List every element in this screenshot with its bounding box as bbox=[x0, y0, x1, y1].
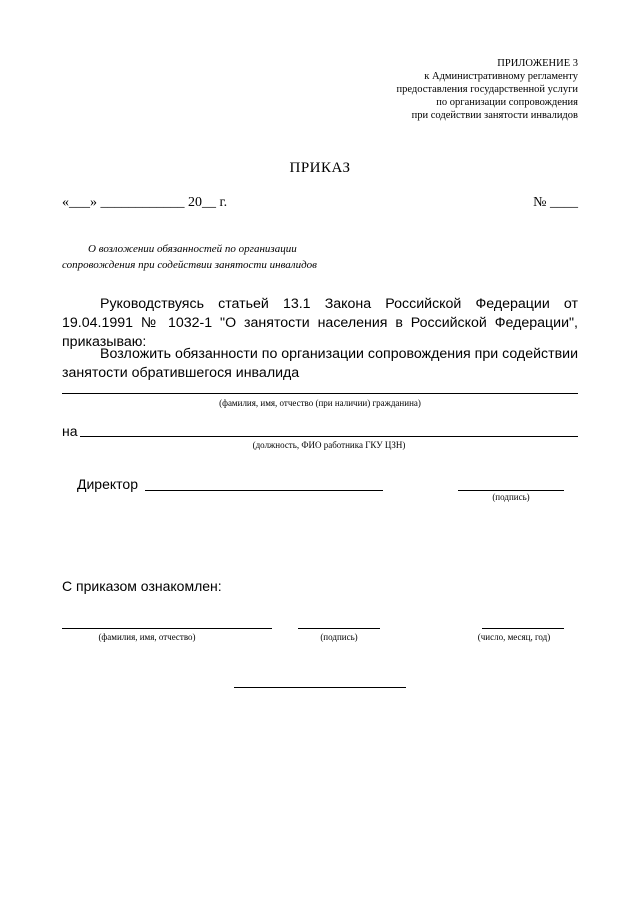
director-line bbox=[145, 490, 383, 491]
ack-date-line bbox=[482, 628, 564, 629]
ack-signature-line bbox=[298, 628, 380, 629]
paragraph-basis: Руководствуясь статьей 13.1 Закона Российской Федерации от 19.04.1991 № 1032-1 "О занятости населения в Российской Федерации", приказываю: bbox=[62, 296, 578, 350]
citizen-name-line bbox=[62, 393, 578, 394]
document-title: ПРИКАЗ bbox=[289, 160, 351, 176]
appendix-header bbox=[397, 57, 578, 122]
employee-line bbox=[80, 436, 578, 437]
director-label: Директор bbox=[77, 476, 138, 492]
date-line: «___» ____________ 20__ г. bbox=[62, 195, 228, 210]
ack-fio-line bbox=[62, 628, 272, 629]
appendix-line: по организации сопровождения bbox=[436, 97, 578, 108]
director-signature-line bbox=[458, 490, 564, 491]
on-label: на bbox=[62, 423, 78, 439]
order-subject bbox=[62, 241, 317, 273]
caption-employee: (должность, ФИО работника ГКУ ЦЗН) bbox=[252, 440, 406, 450]
appendix-line: предоставления государственной услуги bbox=[396, 84, 578, 95]
caption-signature: (подпись) bbox=[492, 492, 530, 502]
bottom-separator bbox=[234, 687, 406, 688]
acknowledged-label: С приказом ознакомлен: bbox=[62, 578, 222, 594]
subject-line-2: сопровождения при содействии занятости инвалидов bbox=[62, 259, 317, 271]
caption-date: (число, месяц, год) bbox=[477, 632, 551, 642]
caption-signature-2: (подпись) bbox=[320, 632, 358, 642]
caption-citizen: (фамилия, имя, отчество (при наличии) гражданина) bbox=[219, 398, 421, 408]
caption-fio: (фамилия, имя, отчество) bbox=[98, 632, 196, 642]
subject-line-1: О возложении обязанностей по организации bbox=[88, 243, 297, 255]
order-number: № ____ bbox=[533, 195, 578, 210]
appendix-line: при содействии занятости инвалидов bbox=[411, 110, 578, 121]
appendix-line: ПРИЛОЖЕНИЕ 3 bbox=[497, 58, 578, 69]
appendix-line: к Административному регламенту bbox=[424, 71, 578, 82]
paragraph-assignment: Возложить обязанности по организации сопровождения при содействии занятости обратившегося инвалида bbox=[62, 346, 578, 381]
